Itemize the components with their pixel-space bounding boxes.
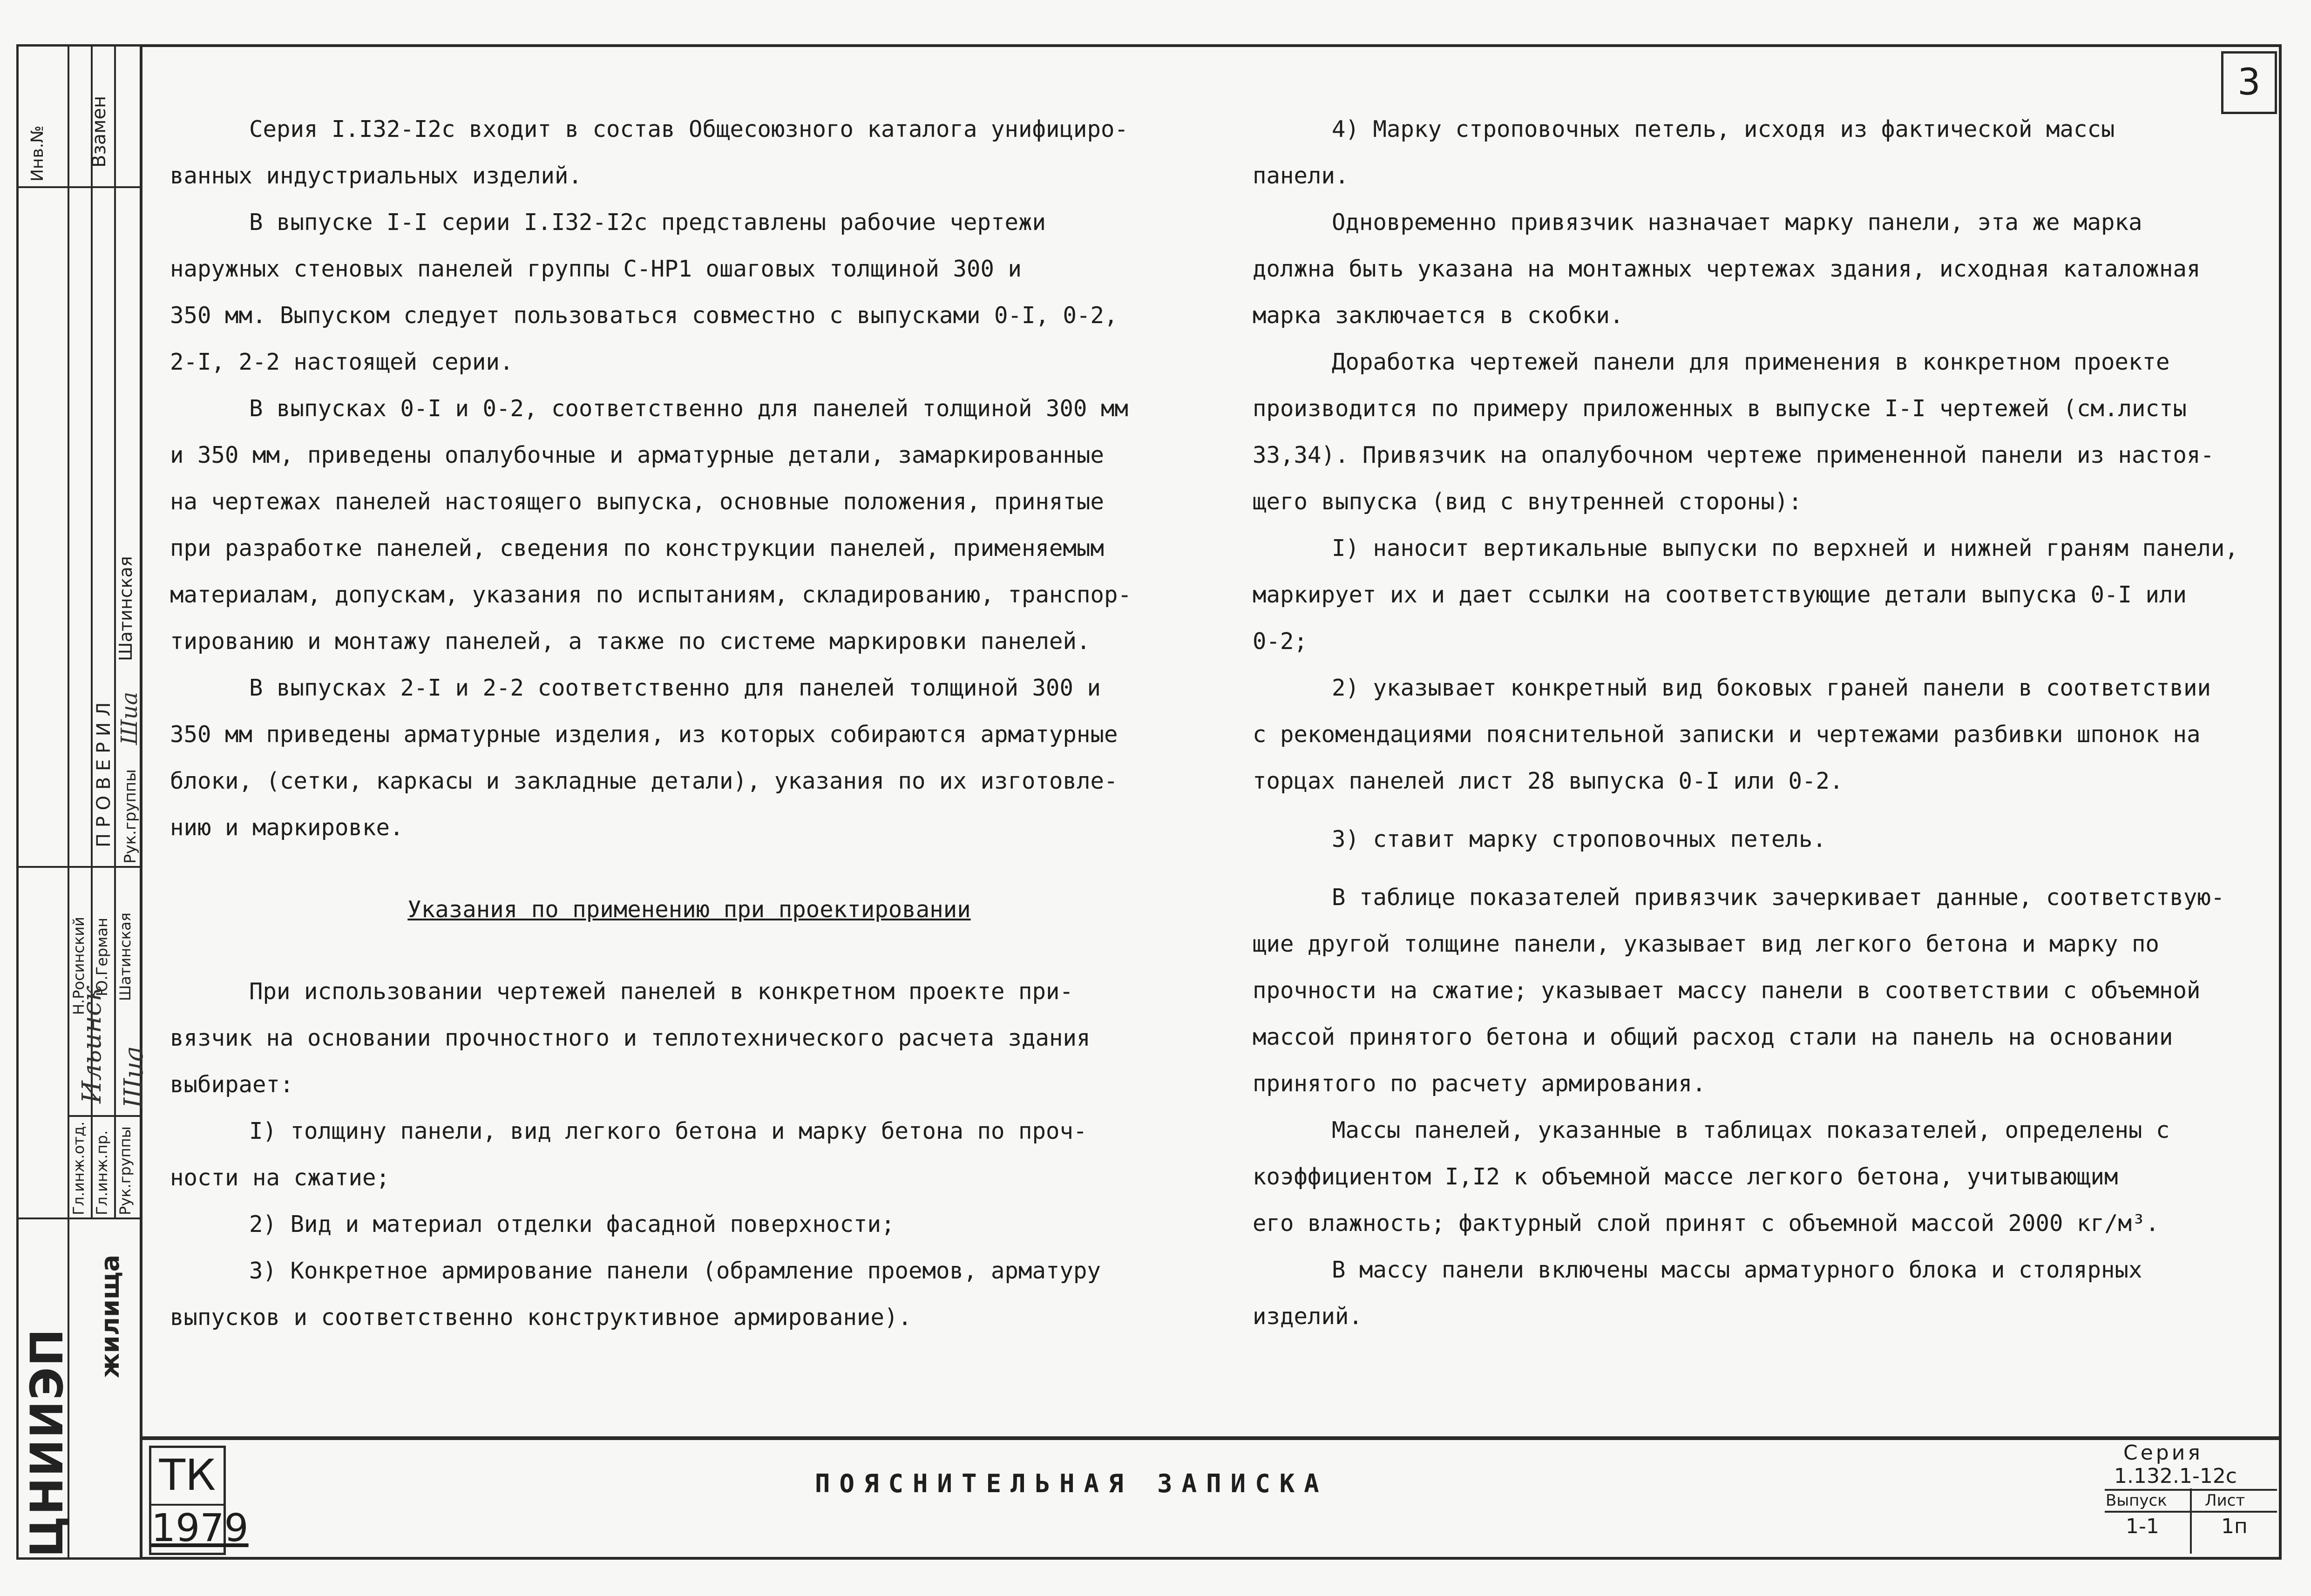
- series-stamp: [2100, 1441, 2279, 1555]
- paragraph-line: его влажность; фактурный слой принят с объемной массой 2000 кг/м³.: [1253, 1210, 2160, 1237]
- paragraph-line: тированию и монтажу панелей, а также по системе маркировки панелей.: [170, 628, 1091, 655]
- paragraph-line: массой принятого бетона и общий расход стали на панель на основании: [1253, 1024, 2173, 1050]
- paragraph-line: при разработке панелей, сведения по конструкции панелей, применяемым: [170, 535, 1105, 561]
- stamp-divider: [2190, 1488, 2192, 1554]
- series-label: Серия: [2123, 1441, 2203, 1465]
- document-title: ПОЯСНИТЕЛЬНАЯ ЗАПИСКА: [815, 1469, 1328, 1498]
- series-number: 1.132.1-12с: [2114, 1464, 2237, 1488]
- paragraph-line: прочности на сжатие; указывает массу панели в соответствии с объемной: [1253, 977, 2201, 1004]
- paragraph-line: вязчик на основании прочностного и теплотехнического расчета здания: [170, 1025, 1091, 1051]
- paragraph-line: Доработка чертежей панели для применения в конкретном проекте: [1332, 349, 2170, 375]
- right-text-column: [1253, 106, 2238, 1340]
- paragraph-line: Серия I.I32-I2c входит в состав Общесоюзного каталога унифициро-: [249, 116, 1129, 142]
- paragraph-line: 3) ставит марку строповочных петель.: [1332, 826, 1827, 852]
- paragraph-line: должна быть указана на монтажных чертежах здания, исходная каталожная: [1253, 256, 2201, 282]
- paragraph-line: В выпусках 0-I и 0-2, соответственно для панелей толщиной 300 мм: [249, 395, 1129, 422]
- paragraph-line: 0-2;: [1253, 628, 1308, 655]
- paragraph-line: I) наносит вертикальные выпуски по верхней и нижней граням панели,: [1332, 535, 2239, 561]
- strip-divider: [16, 186, 142, 188]
- tk-divider: [151, 1504, 224, 1506]
- paragraph-line: В массу панели включены массы арматурного блока и столярных: [1332, 1257, 2142, 1283]
- signature: Ильинск: [77, 986, 107, 1103]
- group-head-label: Рук.группы: [116, 1126, 134, 1215]
- paragraph-line: изделий.: [1253, 1303, 1363, 1330]
- paragraph-line: нию и маркировке.: [170, 814, 404, 841]
- paragraph-line: на чертежах панелей настоящего выпуска, основные положения, принятые: [170, 488, 1105, 515]
- paragraph-line: щие другой толщине панели, указывает вид легкого бетона и марку по: [1253, 931, 2160, 957]
- paragraph-line: выпусков и соответственно конструктивное армирование).: [170, 1304, 912, 1331]
- strip-divider: [16, 1217, 142, 1219]
- paragraph-line: материалам, допускам, указания по испытаниям, складированию, транспор-: [170, 582, 1132, 608]
- paragraph-line: В таблице показателей привязчик зачеркивает данные, соответствую-: [1332, 884, 2225, 911]
- ruk-gruppy-top: Рук.группы: [121, 769, 140, 864]
- inv-number-label: Инв.№: [28, 125, 47, 182]
- paragraph-line: принятого по расчету армирования.: [1253, 1070, 1706, 1097]
- paragraph-line: 33,34). Привязчик на опалубочном чертеже примененной панели из настоя-: [1253, 442, 2215, 468]
- org-name: жилища: [95, 1254, 125, 1378]
- paragraph-line: производится по примеру приложенных в выпуске I-I чертежей (см.листы: [1253, 395, 2187, 422]
- paragraph-line: 350 мм. Выпуском следует пользоваться совместно с выпусками 0-I, 0-2,: [170, 302, 1118, 329]
- paragraph-line: При использовании чертежей панелей в конкретном проекте при-: [249, 978, 1074, 1005]
- paragraph-line: Массы панелей, указанные в таблицах показателей, определены с: [1332, 1117, 2170, 1143]
- checked-label: П Р О В Е Р И Л: [93, 702, 115, 847]
- paragraph-line: наружных стеновых панелей группы С-НР1 ошаговых толщиной 300 и: [170, 256, 1022, 282]
- org-logo: ЦНИИЭП: [21, 1328, 73, 1557]
- paragraph-line: марка заключается в скобки.: [1253, 302, 1624, 329]
- paragraph-line: и 350 мм, приведены опалубочные и арматурные детали, замаркированные: [170, 442, 1105, 468]
- paragraph-line: 2-I, 2-2 настоящей серии.: [170, 349, 514, 375]
- section-heading: Указания по применению при проектировании: [407, 896, 971, 923]
- paragraph-line: маркирует их и дает ссылки на соответствующие детали выпуска 0-I или: [1253, 582, 2187, 608]
- replacement-label: Взамен: [88, 95, 110, 168]
- paragraph-line: щего выпуска (вид с внутренней стороны):: [1253, 488, 1803, 515]
- paragraph-line: В выпуске I-I серии I.I32-I2c представлены рабочие чертежи: [249, 209, 1046, 236]
- issue-label: Выпуск: [2106, 1491, 2167, 1510]
- signature: Шиа: [119, 1046, 149, 1108]
- left-text-column: [170, 106, 1132, 851]
- paragraph-line: Одновременно привязчик назначает марку панели, эта же марка: [1332, 209, 2142, 236]
- paragraph-line: с рекомендациями пояснительной записки и чертежами разбивки шпонок на: [1253, 721, 2201, 748]
- paragraph-line: В выпусках 2-I и 2-2 соответственно для панелей толщиной 300 и: [249, 675, 1101, 701]
- sheet-label: Лист: [2205, 1491, 2245, 1510]
- paragraph-line: I) толщину панели, вид легкого бетона и марку бетона по проч-: [249, 1118, 1087, 1144]
- sheet-number: 3: [2221, 51, 2277, 114]
- paragraph-line: торцах панелей лист 28 выпуска 0-I или 0-2.: [1253, 768, 1843, 794]
- stamp-divider: [2105, 1511, 2277, 1513]
- rosinsky-name: Н.Росинский: [70, 917, 88, 1015]
- paragraph-line: панели.: [1253, 162, 1349, 189]
- paragraph-line: 2) Вид и материал отделки фасадной поверхности;: [249, 1211, 895, 1238]
- title-block-divider: [140, 1436, 2282, 1440]
- paragraph-line: 3) Конкретное армирование панели (обрамление проемов, арматуру: [249, 1258, 1101, 1284]
- paragraph-line: ности на сжатие;: [170, 1164, 390, 1191]
- year-label: 1979: [151, 1506, 249, 1550]
- paragraph-line: ванных индустриальных изделий.: [170, 162, 583, 189]
- paragraph-line: 2) указывает конкретный вид боковых граней панели в соответствии: [1332, 675, 2211, 701]
- paragraph-line: 4) Марку строповочных петель, исходя из фактической массы: [1332, 116, 2115, 142]
- strip-divider: [68, 1115, 142, 1117]
- chief-engineer-dept-label: Гл.инж.отд.: [70, 1121, 88, 1215]
- paragraph-line: 350 мм приведены арматурные изделия, из которых собираются арматурные: [170, 721, 1118, 748]
- sheet-value: 1п: [2221, 1515, 2248, 1538]
- chief-engineer-project-label: Гл.инж.пр.: [93, 1130, 111, 1215]
- strip-divider: [16, 866, 142, 868]
- paragraph-line: выбирает:: [170, 1071, 294, 1098]
- left-text-column-2: [170, 968, 1101, 1341]
- tk-stamp: [149, 1446, 249, 1555]
- issue-value: 1-1: [2126, 1515, 2159, 1538]
- shatinskaya-top: Шатинская: [115, 556, 136, 661]
- signature: Шиа: [116, 691, 142, 745]
- paragraph-line: коэффициентом I,I2 к объемной массе легкого бетона, учитывающим: [1253, 1163, 2118, 1190]
- german-name: Ю.Герман: [93, 918, 111, 996]
- tk-label: ТК: [159, 1450, 216, 1500]
- paragraph-line: блоки, (сетки, каркасы и закладные детали), указания по их изготовле-: [170, 768, 1118, 794]
- shatinskaya-name: Шатинская: [116, 913, 134, 1001]
